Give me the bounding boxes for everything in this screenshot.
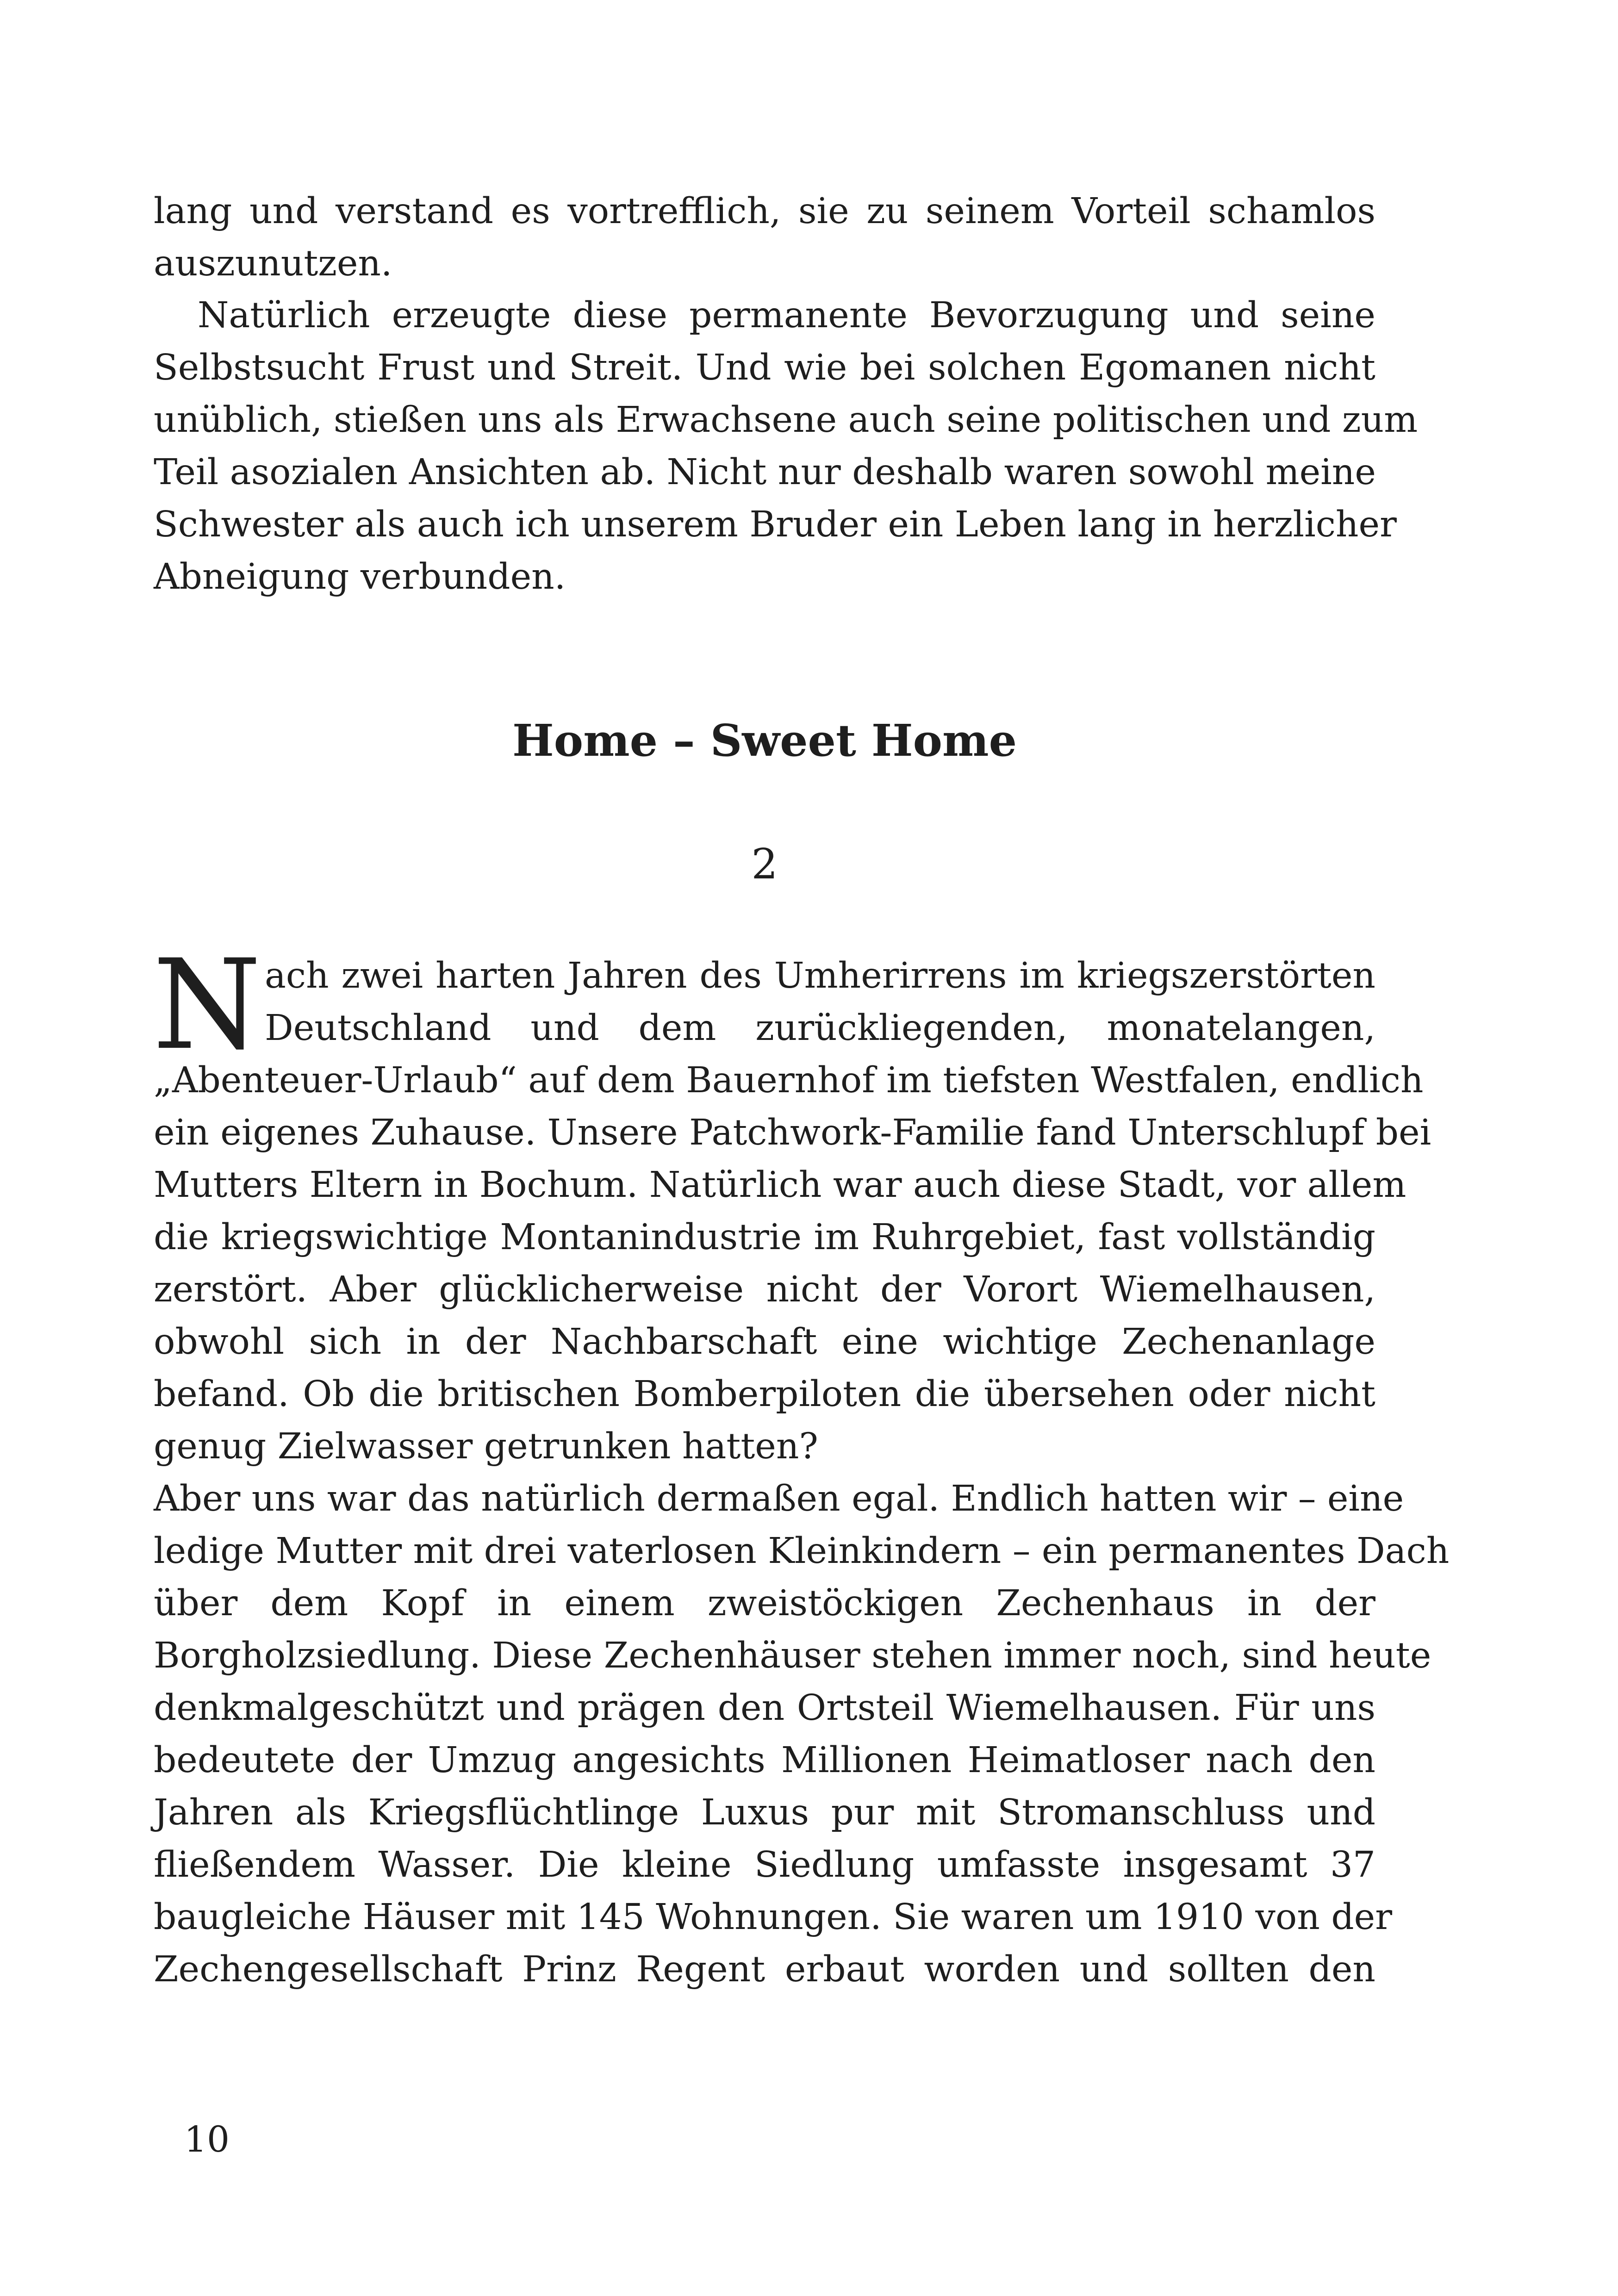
paragraph-line: befand. Ob die britischen Bomberpiloten die übersehen oder nicht	[154, 1374, 1375, 1415]
paragraph-line: Teil asozialen Ansichten ab. Nicht nur deshalb waren sowohl meine	[154, 452, 1376, 493]
paragraph-line: obwohl sich in der Nachbarschaft eine wichtige Zechenanlage	[154, 1321, 1375, 1363]
paragraph-line: Deutschland und dem zurückliegenden, monatelangen,	[265, 1008, 1375, 1049]
paragraph-line: auszunutzen.	[154, 243, 392, 284]
paragraph-line: Borgholzsiedlung. Diese Zechenhäuser stehen immer noch, sind heute	[154, 1635, 1431, 1676]
paragraph-line: genug Zielwasser getrunken hatten?	[154, 1426, 818, 1467]
section-title: Home – Sweet Home	[512, 715, 1017, 766]
paragraph-line: Mutters Eltern in Bochum. Natürlich war auch diese Stadt, vor allem	[154, 1164, 1406, 1206]
drop-cap: N	[153, 933, 261, 1077]
paragraph-line: Zechengesellschaft Prinz Regent erbaut worden und sollten den	[154, 1949, 1375, 1990]
paragraph-line: denkmalgeschützt und prägen den Ortsteil Wiemelhausen. Für uns	[154, 1687, 1375, 1729]
paragraph-line: lang und verstand es vortrefflich, sie zu seinem Vorteil schamlos	[154, 191, 1375, 232]
paragraph-line: die kriegswichtige Montanindustrie im Ruhrgebiet, fast vollständig	[154, 1217, 1375, 1258]
paragraph-line: ein eigenes Zuhause. Unsere Patchwork-Familie fand Unterschlupf bei	[154, 1112, 1431, 1153]
paragraph-line: „Abenteuer-Urlaub“ auf dem Bauernhof im tiefsten Westfalen, endlich	[154, 1060, 1424, 1101]
paragraph-line: Jahren als Kriegsflüchtlinge Luxus pur mit Stromanschluss und	[154, 1792, 1375, 1833]
paragraph-line: unüblich, stießen uns als Erwachsene auch seine politischen und zum	[154, 399, 1418, 441]
paragraph-line: zerstört. Aber glücklicherweise nicht der Vorort Wiemelhausen,	[154, 1269, 1375, 1310]
paragraph-line: Natürlich erzeugte diese permanente Bevorzugung und seine	[198, 295, 1375, 336]
paragraph-line: Selbstsucht Frust und Streit. Und wie bei solchen Egomanen nicht	[154, 347, 1375, 388]
paragraph-line: über dem Kopf in einem zweistöckigen Zechenhaus in der	[154, 1583, 1375, 1624]
paragraph-line: ach zwei harten Jahren des Umherirrens im kriegszerstörten	[265, 955, 1375, 996]
paragraph-line: Schwester als auch ich unserem Bruder ein Leben lang in herzlicher	[154, 504, 1397, 545]
paragraph-line: Aber uns war das natürlich dermaßen egal. Endlich hatten wir – eine	[154, 1478, 1404, 1519]
page-number: 10	[184, 2119, 230, 2160]
paragraph-line: bedeutete der Umzug angesichts Millionen Heimatloser nach den	[154, 1740, 1375, 1781]
paragraph-line: baugleiche Häuser mit 145 Wohnungen. Sie waren um 1910 von der	[154, 1897, 1393, 1938]
section-number: 2	[751, 840, 778, 889]
paragraph-line: fließendem Wasser. Die kleine Siedlung umfasste insgesamt 37	[154, 1844, 1375, 1885]
paragraph-line: Abneigung verbunden.	[154, 556, 566, 597]
paragraph-line: ledige Mutter mit drei vaterlosen Kleinkindern – ein permanentes Dach	[154, 1531, 1450, 1572]
